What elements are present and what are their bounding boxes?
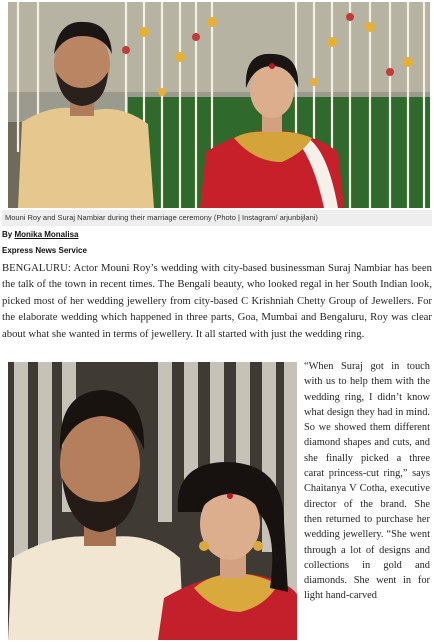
article-paragraph-1: BENGALURU: Actor Mouni Roy’s wedding with city-based businessman Suraj Nambiar has been the talk of the town in recent times. The Bengali beauty, who looked regal in her South Indian look, picked most of her wedding jewellery from city-based C Krishniah Chetty Group of Jewellers. For the elaborate wedding which happened in three parts, Goa, Mumbai and Bengaluru, Roy was clear about what she wanted in terms of jewellery. It all started with just the wedding ring. — [2, 262, 432, 340]
byline — [2, 230, 78, 239]
photo-caption: Mouni Roy and Suraj Nambiar during their marriage ceremony (Photo | Instagram/ arjunbijlani) — [2, 210, 432, 226]
wedding-photo-illustration — [8, 2, 430, 208]
byline-prefix: By — [2, 230, 15, 239]
article-paragraph-2: “When Suraj got in touch with us to help them with the wedding ring, I didn’t know what design they had in mind. So we showed them different diamond shapes and cuts, and she finally picked a three carat princess-cut ring,” says Chaitanya V Cotha, executive director of the brand. She then returned to purchase her wedding jewellery. “She went through a lot of designs and collections in gold and diamonds. She went in for light hand-carved — [304, 361, 430, 602]
author-link[interactable]: Monika Monalisa — [14, 230, 79, 239]
news-source: Express News Service — [2, 246, 87, 255]
couple-portrait-illustration — [8, 362, 297, 640]
top-wedding-photo — [8, 2, 430, 208]
couple-portrait-photo — [8, 362, 297, 640]
